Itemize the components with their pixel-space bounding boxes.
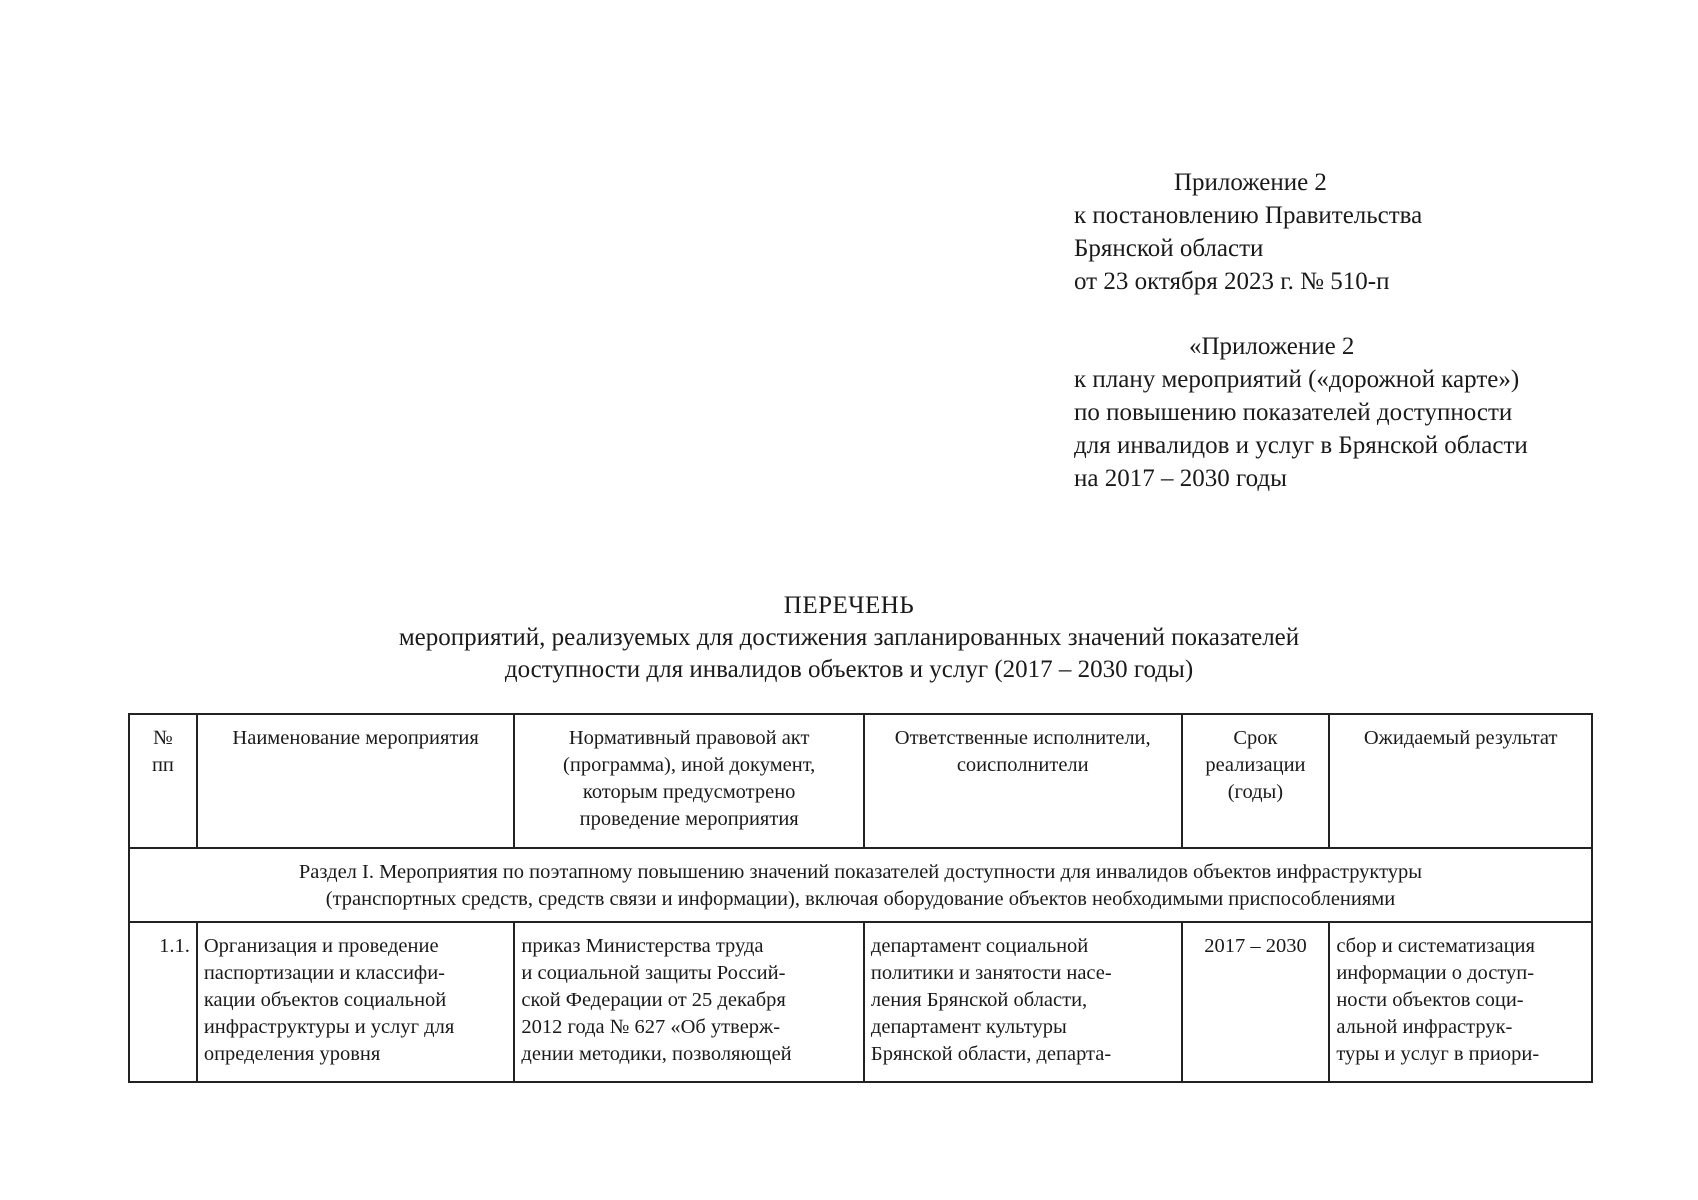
- plan-appendix-line: по повышению показателей доступности: [1074, 399, 1513, 426]
- row-executors: департамент социальной политики и занятости насе- ления Брянской области, департамент культуры Брянской области, департа-: [864, 922, 1182, 1082]
- header-name: Наименование мероприятия: [197, 714, 515, 848]
- row-result: сбор и систематизация информации о доступ- ности объектов соци- альной инфраструк- туры и услуг в приори-: [1329, 922, 1592, 1082]
- plan-appendix-title: «Приложение 2: [1189, 333, 1355, 360]
- row-term: 2017 – 2030: [1182, 922, 1330, 1082]
- table-header-row: [129, 714, 1592, 848]
- appendix-header: [1074, 166, 1634, 495]
- table-section-row: [129, 848, 1592, 922]
- row-act: приказ Министерства труда и социальной защиты Россий- ской Федерации от 25 декабря 2012 года № 627 «Об утверж- дении методики, позволяющей: [514, 922, 864, 1082]
- document-title: ПЕРЕЧЕНЬ: [783, 592, 915, 619]
- section-heading: Раздел I. Мероприятия по поэтапному повышению значений показателей доступности для инвалидов объектов инфраструктуры (транспортных средств, средств связи и информации), включая оборудование объектов необходимыми приспособлениями: [129, 848, 1592, 922]
- row-name: Организация и проведение паспортизации и классифи- кации объектов социальной инфраструктуры и услуг для определения уровня: [197, 922, 515, 1082]
- header-num: [129, 714, 197, 848]
- header-num-text: № пп: [151, 727, 174, 776]
- header-term: Срок реализации (годы): [1182, 714, 1330, 848]
- document-subtitle: доступности для инвалидов объектов и услуг (2017 – 2030 годы): [504, 656, 1194, 683]
- plan-appendix-line: на 2017 – 2030 годы: [1074, 465, 1287, 492]
- document-title-block: [0, 590, 1698, 686]
- header-result: Ожидаемый результат: [1329, 714, 1592, 848]
- header-act: Нормативный правовой акт (программа), иной документ, которым предусмотрено проведение мероприятия: [514, 714, 864, 848]
- header-executors: Ответственные исполнители, соисполнители: [864, 714, 1182, 848]
- measures-table: [128, 713, 1593, 1083]
- plan-appendix-line: к плану мероприятий («дорожной карте»): [1074, 366, 1520, 393]
- document-subtitle: мероприятий, реализуемых для достижения запланированных значений показателей: [398, 624, 1300, 651]
- plan-appendix-line: для инвалидов и услуг в Брянской области: [1074, 432, 1528, 459]
- appendix-line: к постановлению Правительства: [1074, 202, 1423, 229]
- row-num: 1.1.: [129, 922, 197, 1082]
- appendix-date: от 23 октября 2023 г. № 510-п: [1074, 268, 1390, 295]
- appendix-title: Приложение 2: [1174, 169, 1327, 196]
- appendix-line: Брянской области: [1074, 235, 1264, 262]
- table-row: [129, 922, 1592, 1082]
